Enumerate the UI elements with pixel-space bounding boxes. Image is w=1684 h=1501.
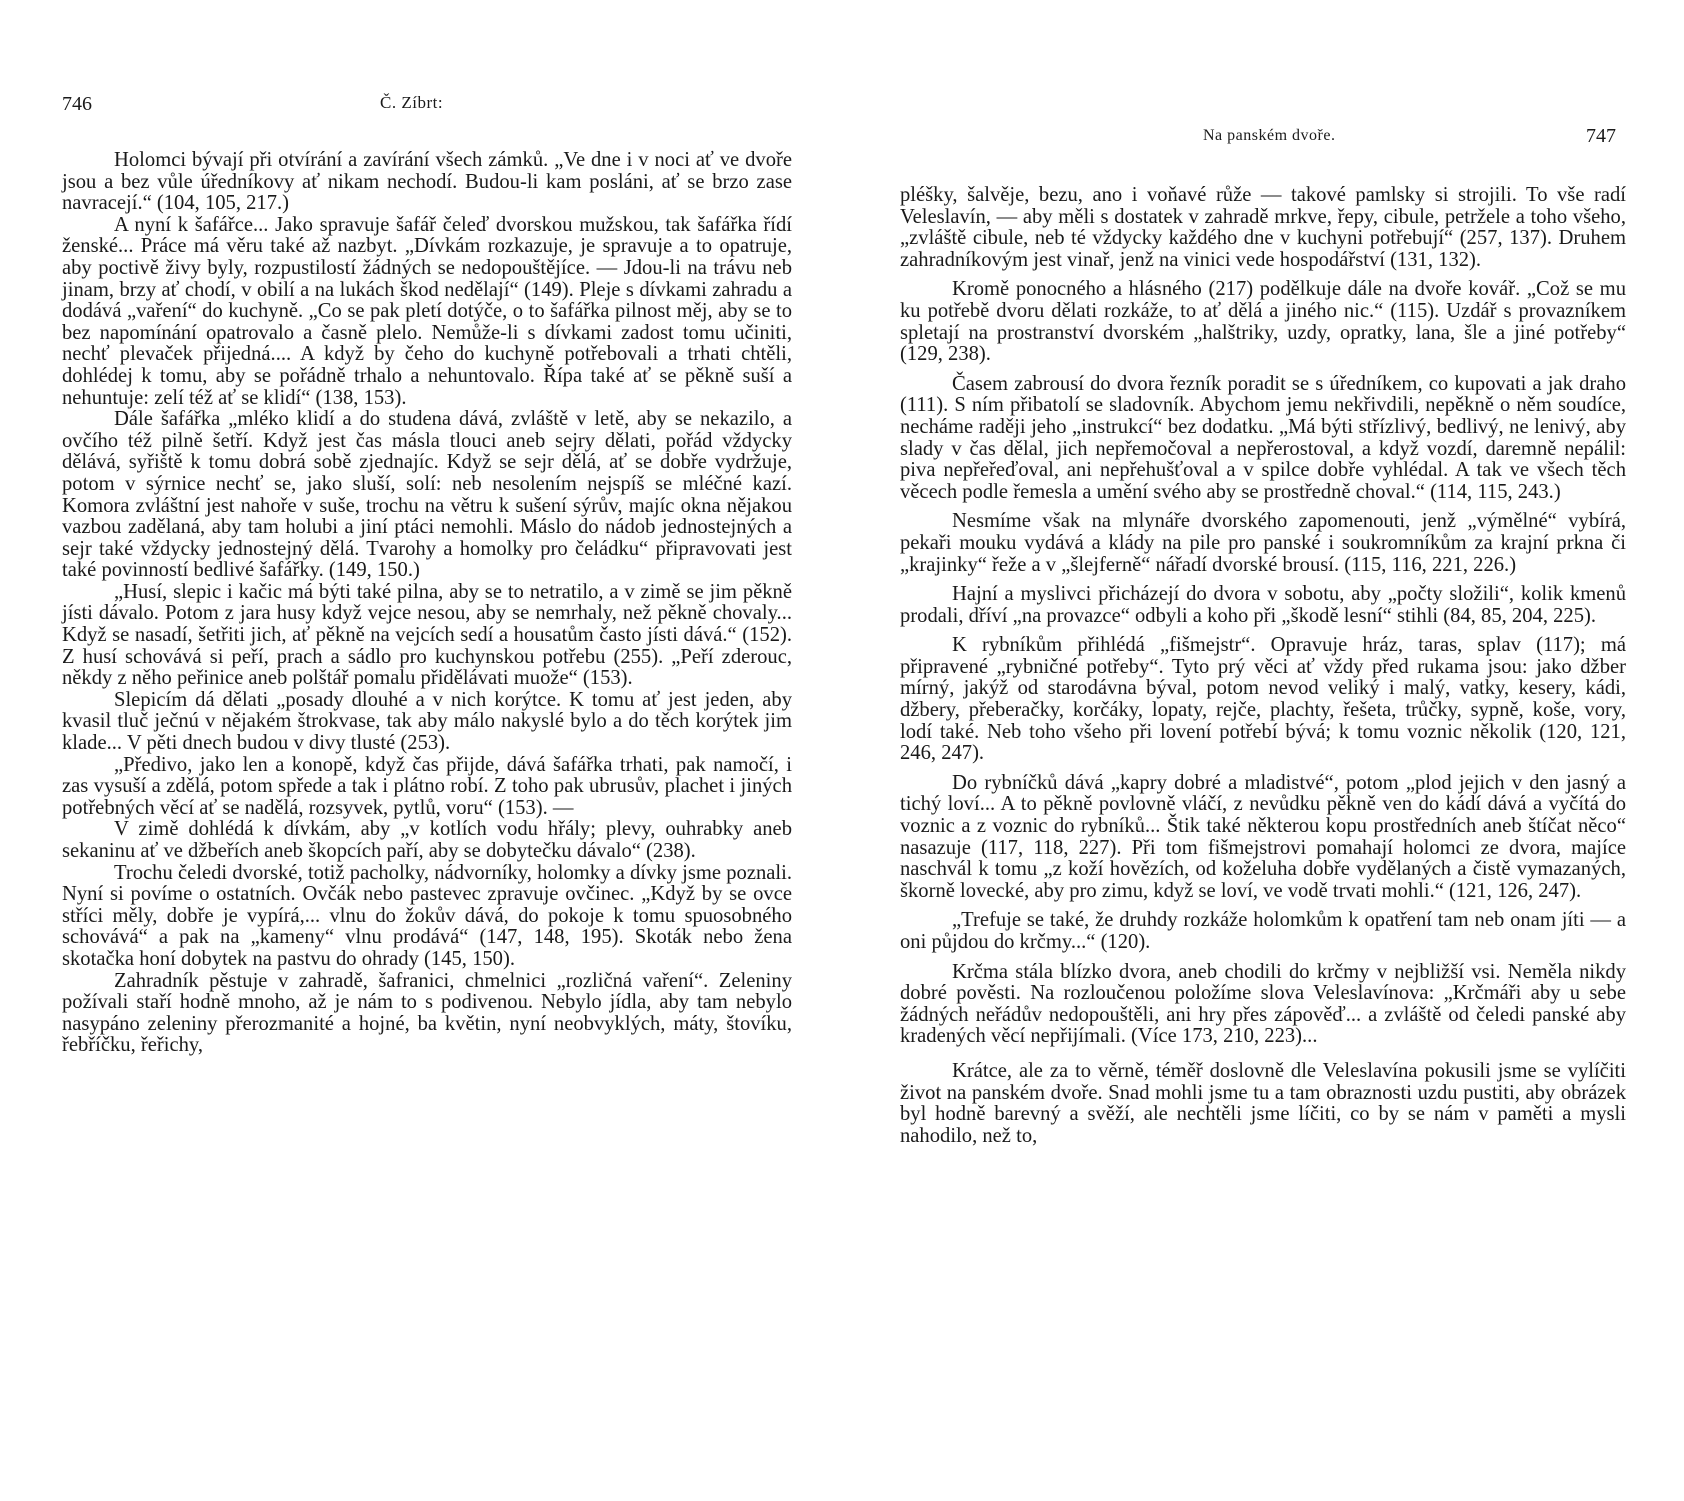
paragraph-reznik: Časem zabrousí do dvora řezník poradit se s úředníkem, co kupovati a jak draho (111). S ním přibatolí se sladovník. Abychom jemu nekřivdili, nepěkně o něm soudíce, necháme raději jeho „instrukcí“ bez dodatku. „Má býti střízlivý, bedlivý, ne lenivý, aby slady v čas dělal, jich nepřemočoval a nepřerostoval, a když vozdí, daremně nepálil: piva nepřeřeďoval, ani nepřehušťoval a v spilce dobře vyhlédal. A tak ve všech těch věcech podle řemesla a umění svého aby se prostředně choval.“ (114, 115, 243.) bbox=[900, 372, 1626, 503]
paragraph-zahradnik: Zahradník pěstuje v zahradě, šafranici, chmelnici „rozličná vaření“. Zeleniny požívali staří hodně mnoho, až je nám to s podivenou. Nebylo jídla, aby tam nebylo nasypáno zeleniny přerozmanité a hojné, ba květin, nyní neobvyklých, máty, štovíku, řebříčku, řeřichy, bbox=[62, 969, 792, 1057]
paragraph-rybnicky: Do rybníčků dává „kapry dobré a mladistvé“, potom „plod jejich v den jasný a tichý loví... A to pěkně povlovně vláčí, z nevůdku pěkně ven do kádí dává a vyčítá do voznic a z voznic do rybníků... Štik také některou kopu prostředních aneb štíčat něco“ nasazuje (117, 118, 227). Při tom fišmejstrovi pomahají holomci ze dvora, majíce naschvál k tomu „z koží hovězích, od koželuha dobře vydělaných a čistě vymazaných, škorně lovecké, aby pro zimu, když se loví, ve vodě trvati mohli.“ (121, 126, 247). bbox=[900, 771, 1626, 902]
paragraph-kovar: Kromě ponocného a hlásného (217) podělkuje dále na dvoře kovář. „Což se mu ku potřebě dvoru dělati rozkáže, to ať dělá a jiného nic.“ (115). Uzdář s provazníkem spletají na prostranství dvorském „halštriky, uzdy, opratky, lana, šle a jiné potřeby“ (129, 238). bbox=[900, 278, 1626, 366]
paragraph-mlynar: Nesmíme však na mlynáře dvorského zapomenouti, jenž „výmělné“ vybírá, pekaři mouku vydává a klády na pile pro panské i soukromníkům za krajní prkna či „krajinky“ řeže a v „šlejferně“ nářadí dvorské brousí. (115, 116, 221, 226.) bbox=[900, 510, 1626, 576]
running-head-right: Na panském dvoře. bbox=[1203, 127, 1336, 144]
paragraph-mleko: Dále šafářka „mléko klidí a do studena dává, zvláště v letě, aby se nekazilo, a ovčího též pilně šetří. Když jest čas másla tlouci aneb sejry dělati, pořád vždycky dělává, syřiště k tomu dobrá sobě zjednajíc. Když se sejr dělá, ať se dobře vydržuje, potom v sýrnice nechť se, jako sluší, solí: neb nesolením nejspíš se mléčné kazí. Komora zvláštní jest nahoře v suše, trochu na větru k sušení sýrův, majíc okna nějakou vazbou zadělaná, aby tam holubi a jiní ptáci nemohli. Máslo do nádob jednostejných a sejr také vždycky jednostejný dělá. Tvarohy a homolky pro čeládku“ připravovati jest také povinností bedlivé šafářky. (149, 150.) bbox=[62, 408, 792, 582]
paragraph-fismejstr: K rybníkům přihlédá „fišmejstr“. Opravuje hráz, taras, splav (117); má připravené „rybničné potřeby“. Tyto prý věci ať vždy před rukama jsou: jako džber mírný, jakýž od starodávna býval, potom nevod veliký i malý, vatky, kesery, kádi, džbery, přeberačky, korčáky, lopaty, rejče, plachty, řešeta, trůčky, sypně, koše, vory, lodí také. Neb toho všeho při lovení potřebí bývá; k tomu voznic několik (120, 121, 246, 247). bbox=[900, 634, 1626, 765]
text-column-left bbox=[62, 150, 792, 1057]
paragraph-plesky: pléšky, šalvěje, bezu, ano i voňavé růže — takové pamlsky si strojili. To vše radí Veleslavín, — aby měli s dostatek v zahradě mrkve, řepy, cibule, petržele a toho všeho, „zvláště cibule, neb té vždycky každého dne v kuchyni potřebují“ (257, 137). Druhem zahradníkovým jest vinař, jenž na vinici vede hospodářství (131, 132). bbox=[900, 184, 1626, 271]
page-number-left: 746 bbox=[62, 93, 92, 115]
paragraph-celed: Trochu čeledi dvorské, totiž pacholky, nádvorníky, holomky a dívky jsme poznali. Nyní si povíme o ostatních. Ovčák nebo pastevec zpravuje ovčinec. „Když by se ovce stříci měly, dobře je vypírá,... vlnu do žokův dává, do pokoje k tomu spuosobného schovává“ a pak na „kameny“ vlnu prodává“ (147, 148, 195). Skoták nebo žena skotačka honí dobytek na pastvu do ohrady (145, 150). bbox=[62, 861, 792, 970]
page-number-right: 747 bbox=[1586, 125, 1616, 147]
paragraph-slepicim: Slepicím dá dělati „posady dlouhé a v nich korýtce. K tomu ať jest jeden, aby kvasil tluč ječnú v nějakém štrokvase, tak aby málo nakyslé bylo a do těch korýtek jim klade... V pěti dnech budou v divy tlusté (253). bbox=[62, 688, 792, 755]
paragraph-predivo: „Předivo, jako len a konopě, když čas přijde, dává šafářka trhati, pak namočí, i zas vysuší a zdělá, potom spřede a tak i plátno robí. Z toho pak ubrusův, plachet i jiných potřebných věcí ať se nadělá, rozsyvek, pytlů, voru“ (153). — bbox=[62, 753, 792, 819]
text-column-right bbox=[900, 185, 1626, 1147]
paragraph-v-zime: V zimě dohlédá k dívkám, aby „v kotlích vodu hřály; plevy, ouhrabky aneb sekaninu ať ve džbeřích aneb škopcích paří, aby se dobytečku dávalo“ (238). bbox=[62, 818, 792, 862]
paragraph-trefuje: „Trefuje se také, že druhdy rozkáže holomkům k opatření tam neb onam jíti — a oni půjdou do krčmy...“ (120). bbox=[900, 909, 1626, 953]
paragraph-holomci: Holomci bývají při otvírání a zavírání všech zámků. „Ve dne i v noci ať ve dvoře jsou a bez vůle úředníkovy ať nikam nechodí. Budou-li kam posláni, ať se brzo zase navracejí.“ (104, 105, 217.) bbox=[62, 149, 792, 215]
running-head-left: Č. Zíbrt: bbox=[380, 93, 444, 112]
paragraph-kratce: Krátce, ale za to věrně, téměř doslovně dle Veleslavína pokusili jsme se vylíčiti život na panském dvoře. Snad mohli jsme tu a tam obraznosti uzdu pustiti, aby obrázek byl hodně barevný a svěží, ale nechtěli jsme líčiti, co by se nám v paměti a mysli nahodilo, než to, bbox=[900, 1059, 1626, 1147]
paragraph-safarka: A nyní k šafářce... Jako spravuje šafář čeleď dvorskou mužskou, tak šafářka řídí ženské... Práce má věru také až nazbyt. „Dívkám rozkazuje, je spravuje a to opatruje, aby poctivě živy byly, rozpustilostí žádných se nedopouštějíce. — Jdou-li na trávu neb jinam, brzy ať chodí, v obilí a na lukách škod nedělají“ (149). Pleje s dívkami zahradu a dodává „vaření“ do kuchyně. „Co se pak pletí dotýče, o to šafářka pilnost měj, aby se to bez napomínání opatrovalo a časně plelo. Nemůže-li s dívkami zadost tomu učiniti, nechť plevaček přijedná.... A když by čeho do kuchyně potřebovali a trhati chtěli, dohlédej k tomu, aby se pořádně trhalo a nehuntovalo. Řípa také ať se pěkně suší a nehuntuje: zelí též ať se klidí“ (138, 153). bbox=[62, 213, 792, 409]
paragraph-husi: „Husí, slepic i kačic má býti také pilna, aby se to netratilo, a v zimě se jim pěkně jísti dávalo. Potom z jara husy když vejce nesou, aby se nemrhaly, než pěkně chovaly... Když se nasadí, šetřiti jich, ať pěkně na vejcích sedí a housatům často jísti dává.“ (152). Z husí schovává si peří, prach a sádlo pro kuchynskou potřebu (255). „Peří zderouc, někdy z něho peřinice aneb polštář pomalu přidělávati muože“ (153). bbox=[62, 580, 792, 690]
paragraph-hajni: Hajní a myslivci přicházejí do dvora v sobotu, aby „počty složili“, kolik kmenů prodali, dříví „na provazce“ odbyli a koho při „škodě lesní“ stihli (84, 85, 204, 225). bbox=[900, 583, 1626, 627]
paragraph-krcma: Krčma stála blízko dvora, aneb chodili do krčmy v nejbližší vsi. Neměla nikdy dobré pověsti. Na rozloučenou položíme slova Veleslavínova: „Krčmáři aby u sebe žádných neřádův nedopouštěli, ani hry přes zápověď... a zvláště od čeledi panské aby kradených věcí nepřijímali. (Více 173, 210, 223)... bbox=[900, 960, 1626, 1048]
